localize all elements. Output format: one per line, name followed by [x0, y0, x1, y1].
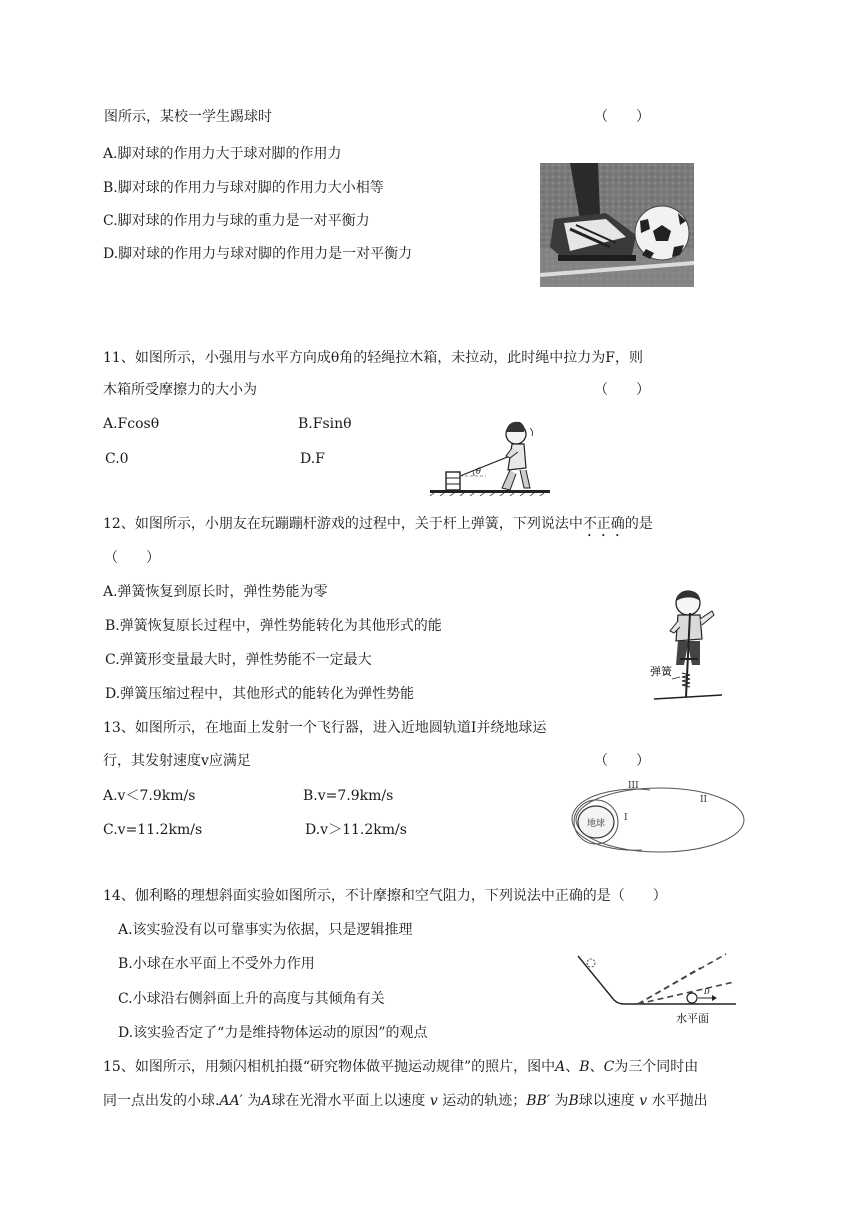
orbit-iii-label: III [628, 781, 639, 791]
q11-option-d: D.F [300, 451, 325, 467]
q14-option-d: D.该实验否定了“力是维持物体运动的原因”的观点 [118, 1025, 428, 1041]
q15-line2-a: 同一点出发的小球. [103, 1093, 220, 1109]
q13-stem-line2: 行，其发射速度v应满足 [103, 753, 251, 769]
q12-stem-emphasis: 不正确 [582, 516, 625, 532]
soccer-kick-photo [540, 163, 694, 287]
q10-bracket: （ ） [594, 109, 650, 125]
q10-stem: 图所示，某校一学生踢球时 [104, 109, 272, 125]
q15-ball-a: A [555, 1059, 566, 1075]
q15-line2-b: 为 [247, 1093, 262, 1109]
q15-line1-b: 为三个同时由 [614, 1059, 699, 1075]
q15-ball-b: B [579, 1059, 590, 1075]
q15-sep2: 、 [589, 1059, 604, 1075]
orbit-ii-label: II [700, 795, 708, 805]
q11-stem-line1: 11、如图所示，小强用与水平方向成θ角的轻绳拉木箱，未拉动，此时绳中拉力为F，则 [103, 350, 643, 366]
q11-option-b: B.Fsinθ [298, 416, 352, 432]
earth-label: 地球 [587, 819, 606, 829]
q14-option-a: A.该实验没有以可靠事实为依据，只是逻辑推理 [118, 922, 413, 938]
q12-stem-post: 的是 [624, 516, 653, 532]
q13-stem-line1: 13、如图所示，在地面上发射一个飞行器，进入近地圆轨道Ⅰ并绕地球运 [103, 720, 547, 736]
q13-option-d: D.v＞11.2km/s [305, 822, 407, 838]
orbit-i-label: I [624, 813, 628, 823]
q15-ball-a-2: A [261, 1093, 272, 1109]
q15-line2-g: 水平抛出 [651, 1093, 708, 1109]
pogo-stick-figure [646, 585, 726, 705]
q15-line2-c: 球在光滑水平面上以速度 [271, 1093, 426, 1109]
q13-option-a: A.v＜7.9km/s [103, 788, 196, 804]
q13-bracket: （ ） [594, 753, 650, 769]
q10-option-b: B.脚对球的作用力与球对脚的作用力大小相等 [103, 180, 384, 196]
q15-line1-a: 15、如图所示，用频闪相机拍摄“研究物体做平抛运动规律”的照片，图中 [103, 1059, 556, 1075]
q15-sep1: 、 [565, 1059, 580, 1075]
spring-label: 弹簧 [650, 665, 672, 678]
q13-option-b: B.v=7.9km/s [303, 788, 394, 804]
q14-option-c: C.小球沿右侧斜面上升的高度与其倾角有关 [118, 991, 385, 1007]
q12-stem-pre: 12、如图所示，小朋友在玩蹦蹦杆游戏的过程中，关于杆上弹簧，下列说法中 [103, 516, 583, 532]
q10-option-c: C.脚对球的作用力与球的重力是一对平衡力 [103, 213, 370, 229]
q14-option-b: B.小球在水平面上不受外力作用 [118, 956, 315, 972]
q14-stem: 14、伽利略的理想斜面实验如图所示，不计摩擦和空气阻力，下列说法中正确的是（ ） [103, 888, 667, 904]
angle-theta-label: θ [476, 467, 481, 476]
q15-aa-prime: AA′ [219, 1093, 243, 1109]
inclined-plane-figure [576, 950, 746, 1026]
q10-option-a: A.脚对球的作用力大于球对脚的作用力 [103, 146, 342, 162]
q15-line2-e: 为 [554, 1093, 569, 1109]
q12-option-b: B.弹簧恢复原长过程中，弹性势能转化为其他形式的能 [105, 618, 442, 634]
q15-velocity-1: v [429, 1093, 438, 1109]
pulling-box-figure [428, 412, 552, 496]
q11-option-a: A.Fcosθ [103, 416, 160, 432]
q13-option-c: C.v=11.2km/s [103, 822, 203, 838]
q15-ball-b-2: B [568, 1093, 579, 1109]
horizontal-plane-label: 水平面 [676, 1012, 709, 1025]
q11-bracket: （ ） [594, 382, 650, 398]
orbit-figure [562, 776, 752, 860]
q12-option-c: C.弹簧形变量最大时，弹性势能不一定最大 [105, 652, 372, 668]
q11-stem-line2: 木箱所受摩擦力的大小为 [103, 382, 257, 398]
q15-line2-f: 球以速度 [578, 1093, 635, 1109]
q15-velocity-2: v [639, 1093, 648, 1109]
q15-ball-c: C [603, 1059, 615, 1075]
q15-line2-d: 运动的轨迹； [442, 1093, 527, 1109]
q11-option-c: C.0 [105, 451, 129, 467]
q12-option-a: A.弹簧恢复到原长时，弹性势能为零 [103, 584, 328, 600]
q15-line1 [103, 1058, 698, 1076]
q12-stem [103, 515, 653, 540]
q15-line2 [103, 1092, 708, 1110]
point-d-label: D [704, 988, 710, 996]
q12-option-d: D.弹簧压缩过程中，其他形式的能转化为弹性势能 [105, 686, 415, 702]
q12-bracket: （ ） [104, 550, 160, 566]
q15-bb-prime: BB′ [526, 1093, 551, 1109]
q10-option-d: D.脚对球的作用力与球对脚的作用力是一对平衡力 [103, 246, 413, 262]
